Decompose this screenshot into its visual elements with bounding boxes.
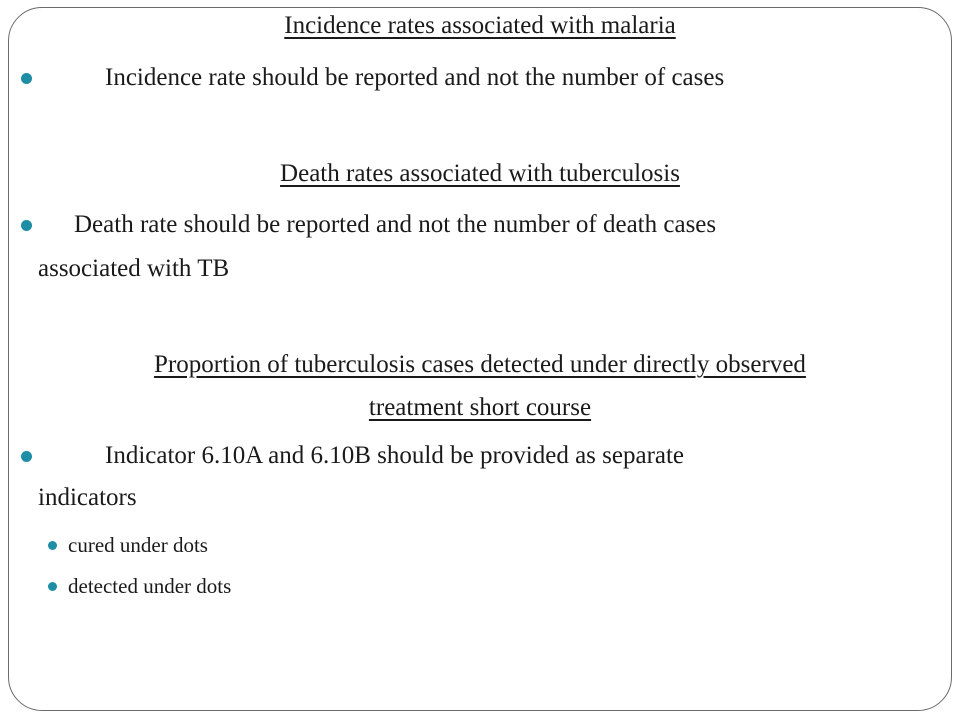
bullet-tb-death [0, 205, 960, 285]
heading-tb-death-rates: Death rates associated with tuberculosis [280, 160, 680, 187]
heading-tb-dots-line-2: treatment short course [368, 394, 592, 421]
bullet-text-line-1: Indicator 6.10A and 6.10B should be provided as separate [105, 442, 685, 469]
heading-malaria-incidence: Incidence rates associated with malaria [284, 12, 676, 39]
bullet-text-line-1: Death rate should be reported and not the number of death cases [74, 211, 717, 238]
bullet-dot-icon [21, 451, 32, 462]
bullet-indicator [0, 436, 960, 516]
sub-bullet-text: detected under dots [68, 574, 232, 598]
sub-bullet-detected [0, 571, 960, 601]
sub-bullet-dot-icon [48, 582, 57, 591]
heading-tb-dots-line-1: Proportion of tuberculosis cases detected under directly observed [154, 351, 806, 378]
sub-bullet-dot-icon [48, 541, 57, 550]
sub-bullet-text: cured under dots [68, 533, 208, 557]
bullet-malaria [0, 58, 960, 98]
bullet-text-line-2: associated with TB [38, 255, 230, 282]
bullet-dot-icon [21, 220, 32, 231]
bullet-dot-icon [21, 73, 32, 84]
sub-bullet-cured [0, 530, 960, 560]
bullet-text: Incidence rate should be reported and not the number of cases [105, 64, 725, 91]
bullet-text-line-2: indicators [38, 484, 137, 511]
